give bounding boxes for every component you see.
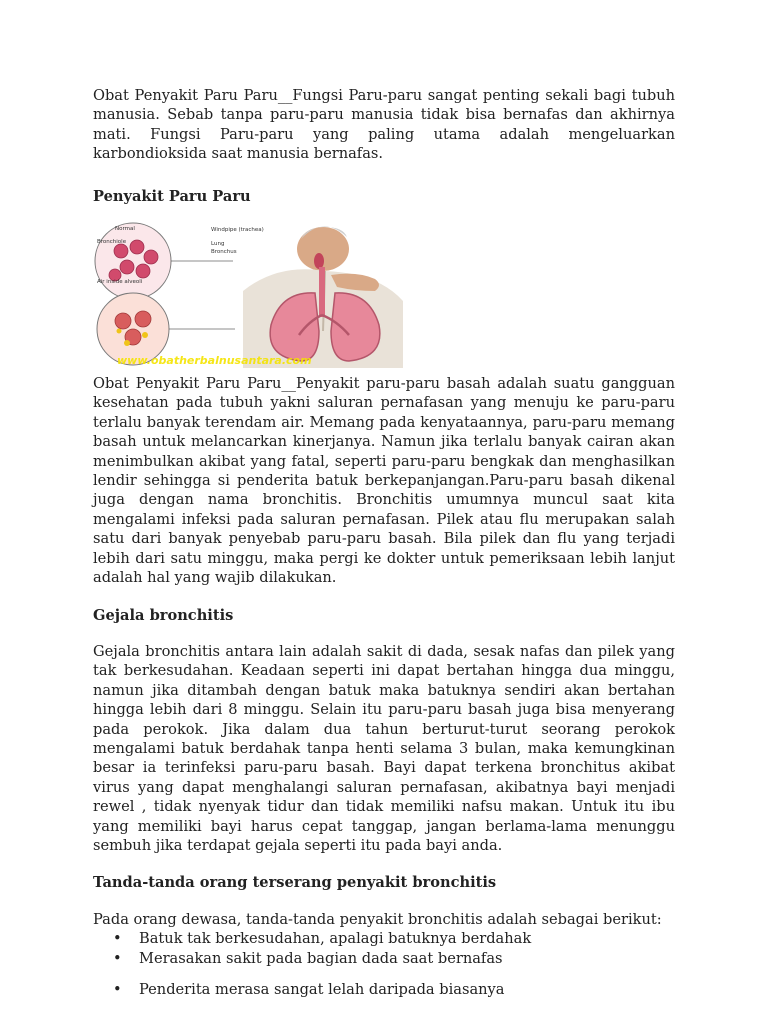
list-item-text: Penderita merasa sangat lelah daripada biasanya: [139, 981, 505, 998]
lung-illustration: [93, 221, 403, 368]
bullet-icon: •: [113, 949, 122, 967]
label-bronchiole: Bronchiole: [97, 239, 127, 246]
list-item: [113, 929, 675, 948]
label-lung: Lung: [211, 241, 225, 248]
list-item-text: Batuk tak berkesudahan, apalagi batuknya berdahak: [139, 930, 532, 948]
bullet-icon: •: [113, 930, 122, 948]
label-air-alveoli: Air inside alveoli: [97, 279, 143, 286]
section-heading-penyakit: Penyakit Paru Paru: [93, 187, 251, 205]
section3-lead: Pada orang dewasa, tanda-tanda penyakit bronchitis adalah sebagai berikut:: [93, 910, 662, 928]
label-bronchus: Bronchus: [211, 249, 237, 256]
label-windpipe: Windpipe (trachea): [211, 227, 264, 234]
list-item-text: Merasakan sakit pada bagian dada saat bernafas: [139, 949, 503, 967]
watermark-url: www.obatherbalnusantara.com: [117, 354, 312, 368]
section-heading-gejala: Gejala bronchitis: [93, 606, 234, 624]
section2-body: Gejala bronchitis antara lain adalah sakit di dada, sesak nafas dan pilek yang tak berkesudahan. Keadaan seperti ini dapat bertahan hingga dua minggu, namun jika ditambah dengan batuk maka batuknya sendiri akan bertahan hingga lebih dari 8 minggu. Selain itu paru-paru basah juga bisa menyerang pada perokok. Jika dalam dua tahun berturut-turut seorang perokok mengalami batuk berdahak tanpa henti selama 3 bulan, maka kemungkinan besar ia terinfeksi paru-paru basah. Bayi dapat terkena bronchitus akibat virus yang dapat menghalangi saluran pernafasan, akibatnya bayi menjadi rewel , tidak nyenyak tidur dan tidak memiliki nafsu makan. Untuk itu ibu yang memiliki bayi harus cepat tanggap, jangan berlama-lama menunggu sembuh jika terdapat gejala seperti itu pada bayi anda.: [93, 642, 675, 854]
symptom-list: [93, 929, 675, 999]
list-item: [113, 980, 675, 999]
label-normal: Normal: [115, 226, 135, 233]
list-item: [113, 949, 675, 968]
section1-body: Obat Penyakit Paru Paru__Penyakit paru-paru basah adalah suatu gangguan kesehatan pada tubuh yakni saluran pernafasan yang menuju ke paru-paru terlalu banyak terendam air. Memang pada kenyataannya, paru-paru memang basah untuk melancarkan kinerjanya. Namun jika terlalu banyak cairan akan menimbulkan akibat yang fatal, seperti paru-paru bengkak dan menghasilkan lendir sehingga si penderita batuk berkepanjangan.Paru-paru basah dikenal juga dengan nama bronchitis. Bronchitis umumnya muncul saat kita mengalami infeksi pada saluran pernafasan. Pilek atau flu merupakan salah satu dari banyak penyebab paru-paru basah. Bila pilek dan flu yang terjadi lebih dari satu minggu, maka pergi ke dokter untuk pemeriksaan lebih lanjut adalah hal yang wajib dilakukan.: [93, 375, 675, 587]
intro-paragraph: Obat Penyakit Paru Paru__Fungsi Paru-paru sangat penting sekali bagi tubuh manusia. Sebab tanpa paru-paru manusia tidak bisa bernafas dan akhirnya mati. Fungsi Paru-paru yang paling utama adalah mengeluarkan karbondioksida saat manusia bernafas.: [93, 87, 675, 163]
section-heading-tanda: Tanda-tanda orang terserang penyakit bronchitis: [93, 874, 497, 892]
bullet-icon: •: [113, 981, 122, 998]
